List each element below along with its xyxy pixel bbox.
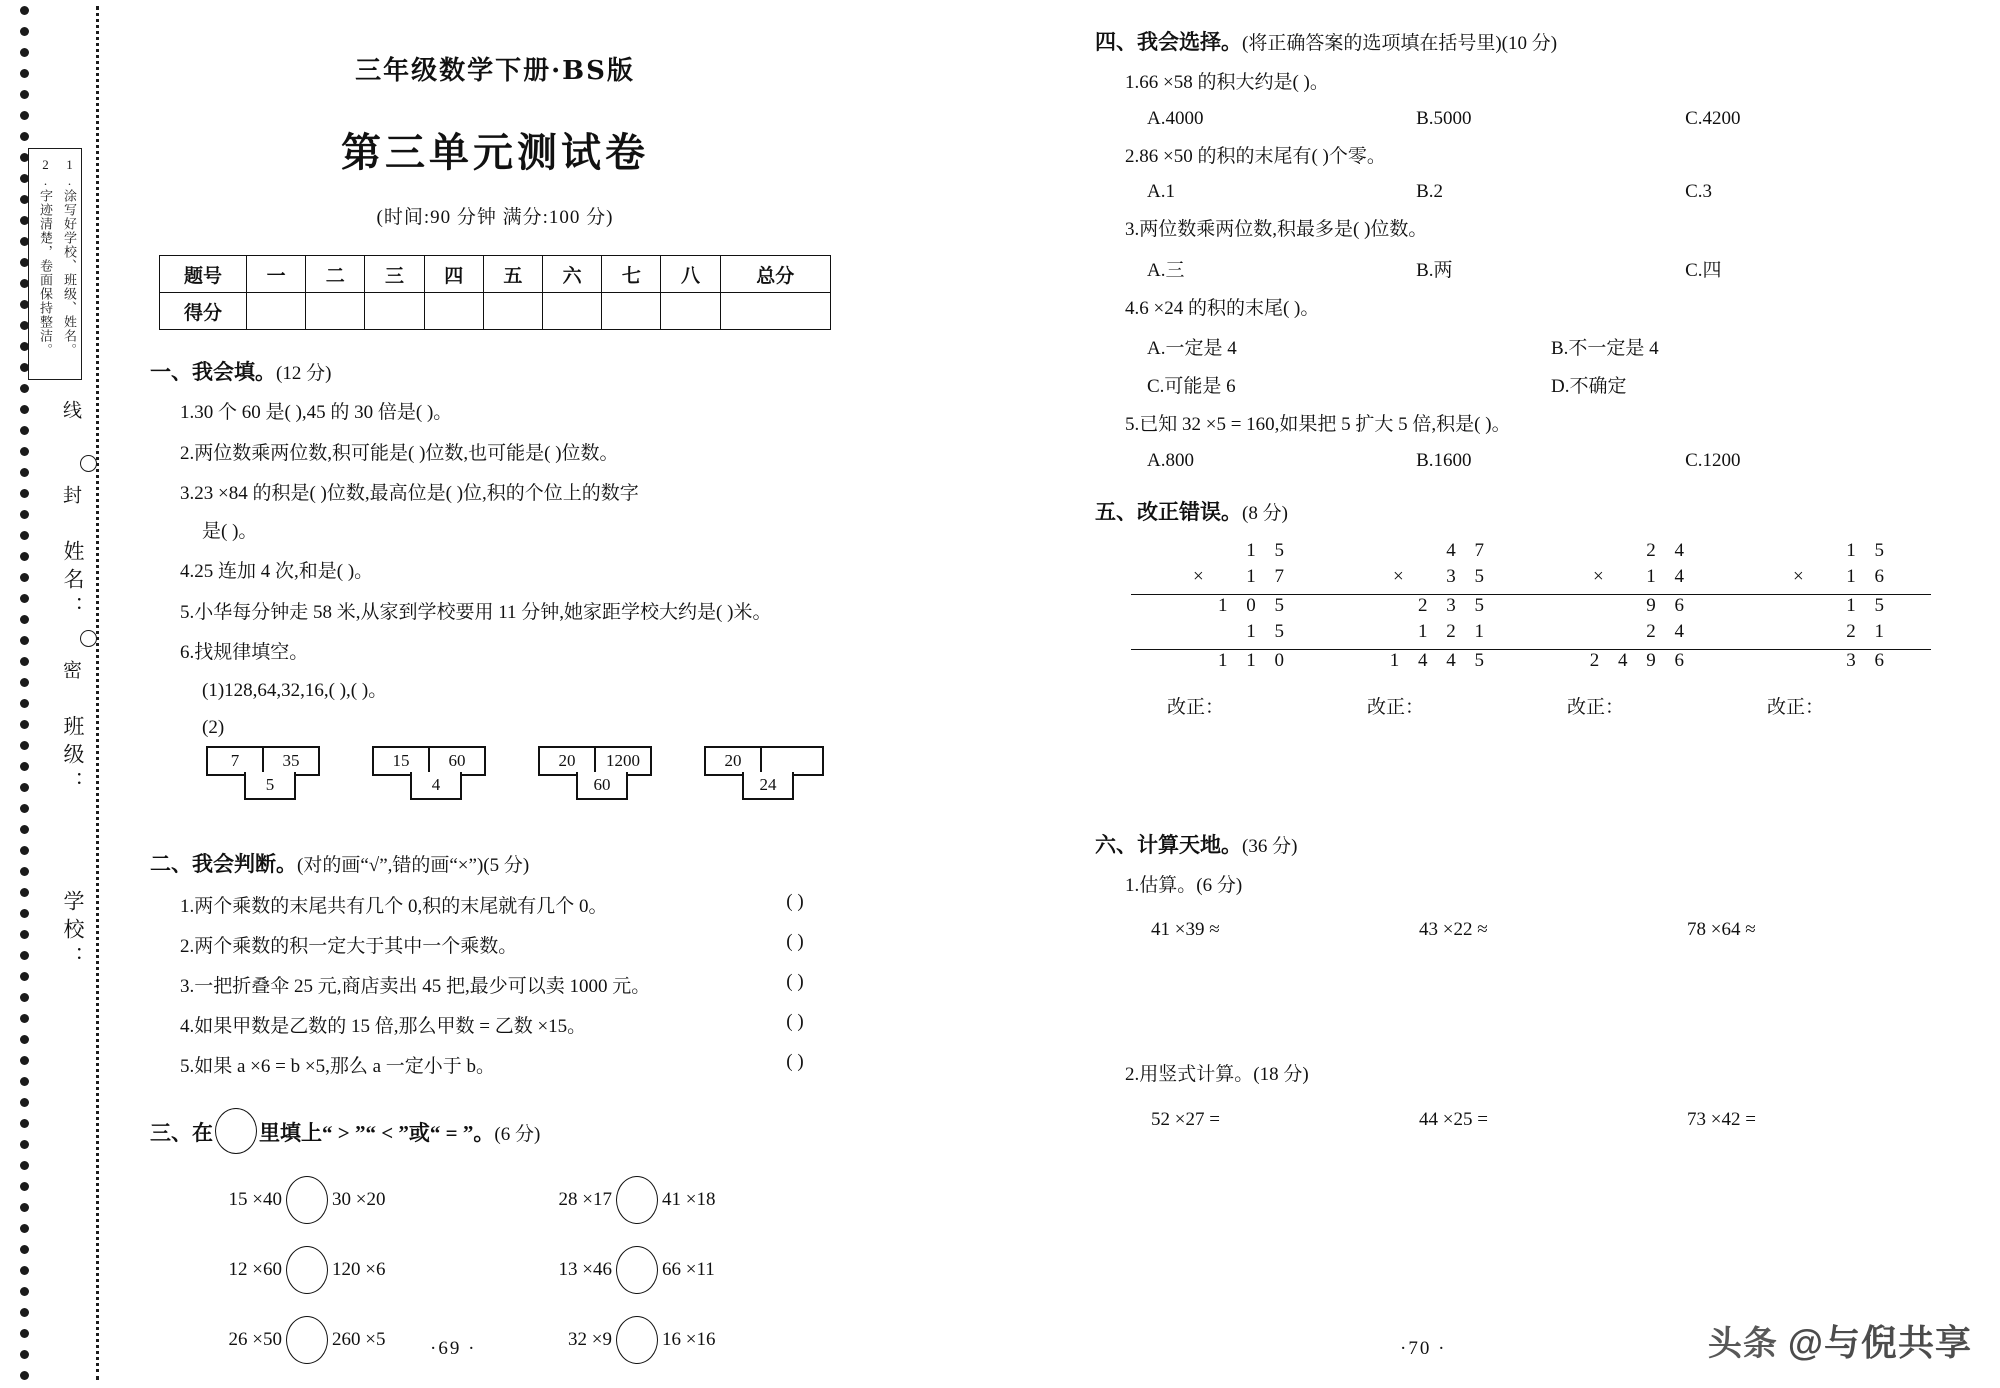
s4-q3-option-b[interactable]: B.两: [1416, 259, 1453, 281]
spiral-hole: [20, 1203, 29, 1212]
vertical-calc-3[interactable]: 73 ×42 =: [1687, 1108, 1756, 1130]
compare-1-right: 30 ×20: [332, 1188, 386, 1210]
spiral-hole: [20, 1371, 29, 1380]
compare-6-right: 16 ×16: [662, 1328, 716, 1350]
score-col-6: 六: [543, 256, 602, 293]
s2-item-3-mark[interactable]: ( ): [786, 970, 804, 992]
spiral-hole: [20, 90, 29, 99]
exam-meta: (时间:90 分钟 满分:100 分): [376, 207, 614, 228]
vertical-calc-2[interactable]: 44 ×25 =: [1419, 1108, 1488, 1130]
compare-1-circle[interactable]: [286, 1176, 328, 1224]
vmul-1-p2: 1 5: [1131, 621, 1331, 650]
spiral-hole: [20, 951, 29, 960]
pattern-box-2: [372, 746, 486, 806]
spiral-hole: [20, 783, 29, 792]
seal-密-label: 密: [60, 660, 81, 685]
score-table: [159, 255, 831, 330]
s4-q4-options-row2: [1095, 371, 1955, 398]
section-6-title: 六、计算天地。: [1095, 832, 1242, 857]
s1-item-6: 6.找规律填空。: [180, 642, 309, 664]
score-col-1: 一: [247, 256, 306, 293]
seal-note-line1: 1.涂写好学校、班级、姓名。: [62, 157, 77, 357]
s4-q3-option-c[interactable]: C.四: [1685, 259, 1722, 281]
score-col-total: 总分: [720, 256, 830, 293]
compare-item-2: [500, 1176, 830, 1224]
compare-6-circle[interactable]: [616, 1316, 658, 1364]
spiral-hole: [20, 1329, 29, 1338]
s4-q2-stem: 2.86 ×50 的积的末尾有( )个零。: [1125, 145, 1386, 167]
s2-item-4-text: 4.如果甲数是乙数的 15 倍,那么甲数 = 乙数 ×15。: [180, 1015, 587, 1037]
compare-2-left: 28 ×17: [558, 1188, 612, 1210]
section-3-title-post: 里填上“ > ”“ < ”或“ = ”。: [259, 1120, 495, 1145]
vmul-4-b: × 1 6: [1731, 566, 1931, 595]
s4-q5-option-b[interactable]: B.1600: [1416, 449, 1472, 471]
section-5-title: 五、改正错误。: [1095, 499, 1242, 524]
spiral-hole: [20, 1035, 29, 1044]
score-col-7: 七: [602, 256, 661, 293]
s4-q1-options: [1095, 108, 1955, 130]
vmul-1-sum: 1 1 0: [1218, 649, 1291, 671]
vmul-3-fix-label[interactable]: 改正：: [1567, 696, 1625, 718]
vmul-problem-4: [1731, 540, 1931, 719]
page-number-left: ·69 ·: [430, 1338, 477, 1359]
spiral-hole: [20, 636, 29, 645]
exam-instructions-box: [28, 148, 82, 380]
score-cell-3[interactable]: [365, 293, 424, 330]
score-row2-label: 得分: [160, 293, 247, 330]
spiral-hole: [20, 1056, 29, 1065]
subject-line: 三年级数学下册·BS版: [355, 56, 635, 86]
compare-row-1: [170, 1176, 840, 1224]
vmul-1-p1: 1 0 5: [1218, 594, 1291, 616]
spiral-hole: [20, 1350, 29, 1359]
s4-q4-option-a[interactable]: A.一定是 4: [1147, 338, 1237, 360]
spiral-hole: [20, 510, 29, 519]
spiral-hole: [20, 594, 29, 603]
compare-3-left: 12 ×60: [228, 1258, 282, 1280]
s4-q1-stem: 1.66 ×58 的积大约是( )。: [1125, 72, 1329, 93]
section-6-heading: [1095, 829, 1955, 859]
s1-item-6-2-label: (2): [202, 717, 225, 739]
spiral-hole: [20, 678, 29, 687]
dashed-divider-left: [96, 6, 99, 1380]
compare-grid: [150, 1176, 840, 1364]
spiral-hole: [20, 405, 29, 414]
pattern-2-right: 60: [448, 750, 466, 770]
s1-item-4: 4.25 连加 4 次,和是( )。: [180, 561, 374, 583]
vmul-2-sum: 1 4 4 5: [1389, 649, 1491, 671]
spiral-hole: [20, 930, 29, 939]
vmul-problem-1: [1131, 540, 1331, 719]
pattern-box-1: [206, 746, 320, 806]
spiral-hole: [20, 1308, 29, 1317]
seal-note-line2: 2.字迹清楚，卷面保持整洁。: [38, 157, 53, 357]
compare-item-6: [500, 1316, 830, 1364]
s4-q3-stem: 3.两位数乘两位数,积最多是( )位数。: [1125, 219, 1428, 241]
pattern-box-row: [150, 746, 840, 806]
section-4-title: 四、我会选择。: [1095, 30, 1242, 54]
compare-2-circle[interactable]: [616, 1176, 658, 1224]
score-cell-total[interactable]: [720, 293, 830, 330]
s4-q1-option-b[interactable]: B.5000: [1416, 107, 1472, 129]
vmul-4-fix-label[interactable]: 改正：: [1767, 696, 1825, 718]
s6-sub2-points: (18 分): [1253, 1064, 1309, 1086]
spiral-hole: [20, 825, 29, 834]
spiral-hole: [20, 468, 29, 477]
s4-q3-options: [1095, 255, 1955, 282]
vmul-3-p2: 2 4: [1531, 621, 1731, 650]
score-cell-1[interactable]: [247, 293, 306, 330]
spiral-hole: [20, 1077, 29, 1086]
section-1-heading: [150, 356, 840, 386]
spiral-hole: [20, 6, 29, 15]
section-5-heading: [1095, 496, 1955, 526]
pattern-1-right: 35: [282, 750, 300, 770]
spiral-hole: [20, 615, 29, 624]
s1-item-6-1: (1)128,64,32,16,( ),( )。: [202, 679, 388, 701]
vmul-3-sum: 2 4 9 6: [1589, 649, 1691, 671]
compare-4-left: 13 ×46: [558, 1258, 612, 1280]
score-cell-8[interactable]: [661, 293, 720, 330]
vmul-4-p1: 1 5: [1846, 594, 1891, 616]
vmul-4-sum: 3 6: [1846, 649, 1891, 671]
pattern-3-bottom: 60: [576, 772, 628, 800]
vmul-4-p2: 2 1: [1731, 621, 1931, 650]
vmul-2-b: × 3 5: [1331, 566, 1531, 595]
spiral-hole: [20, 48, 29, 57]
s4-q4-options-row1: [1095, 333, 1955, 360]
seal-class-label: 班级：: [61, 715, 85, 799]
vertical-calc-row: [1095, 1109, 1955, 1131]
page-number-right: ·70 ·: [1400, 1338, 1447, 1359]
compare-1-left: 15 ×40: [228, 1188, 282, 1210]
pattern-3-left: 20: [540, 748, 596, 774]
seal-name-label: 姓名：: [61, 540, 85, 624]
vmul-2-p2: 1 2 1: [1331, 621, 1531, 650]
spiral-hole: [20, 573, 29, 582]
vmul-4-a: 1 5: [1846, 539, 1891, 561]
section-2-title: 二、我会判断。: [150, 851, 297, 876]
spiral-hole: [20, 426, 29, 435]
spiral-hole: [20, 1119, 29, 1128]
pattern-4-left: 20: [706, 748, 762, 774]
compare-circle-icon: [215, 1108, 257, 1154]
s2-item-2-text: 2.两个乘数的积一定大于其中一个乘数。: [180, 935, 518, 957]
vertical-calc-1[interactable]: 52 ×27 =: [1151, 1108, 1220, 1130]
s6-sub1-points: (6 分): [1196, 874, 1243, 896]
seal-line-label: 线: [60, 400, 81, 425]
score-col-8: 八: [661, 256, 720, 293]
s2-item-4-mark[interactable]: ( ): [786, 1010, 804, 1032]
compare-3-circle[interactable]: [286, 1246, 328, 1294]
spiral-hole: [20, 699, 29, 708]
s1-item-1: 1.30 个 60 是( ),45 的 30 倍是( )。: [180, 402, 453, 423]
s2-item-1-mark[interactable]: ( ): [786, 890, 804, 912]
section-3-points: (6 分): [494, 1123, 541, 1145]
compare-6-left: 32 ×9: [568, 1328, 612, 1350]
left-column: [150, 20, 840, 1364]
compare-4-right: 66 ×11: [662, 1258, 715, 1280]
pattern-1-left: 7: [208, 748, 264, 774]
compare-row-3: [170, 1316, 840, 1364]
pattern-4-bottom: 24: [742, 772, 794, 800]
compare-5-circle[interactable]: [286, 1316, 328, 1364]
spiral-hole: [20, 1182, 29, 1191]
s2-item-5-mark[interactable]: ( ): [786, 1050, 804, 1072]
s4-q2-option-b[interactable]: B.2: [1416, 181, 1443, 203]
s4-q5-options: [1095, 450, 1955, 472]
estimate-3[interactable]: 78 ×64 ≈: [1687, 919, 1756, 941]
watermark-badge: 头条: [1707, 1325, 1778, 1363]
spiral-hole: [20, 741, 29, 750]
vmul-2-a: 4 7: [1446, 539, 1491, 561]
spiral-hole: [20, 69, 29, 78]
vmul-1-b: × 1 7: [1131, 566, 1331, 595]
vertical-multiplication-row: [1095, 540, 1955, 719]
compare-item-1: [170, 1176, 500, 1224]
s4-q3-option-a[interactable]: A.三: [1147, 259, 1185, 281]
spiral-hole: [20, 531, 29, 540]
s1-item-3b: 是( )。: [202, 520, 258, 542]
s4-q2-option-c[interactable]: C.3: [1685, 181, 1713, 203]
spiral-hole: [20, 993, 29, 1002]
s2-item-3: [150, 971, 840, 998]
score-cell-5[interactable]: [483, 293, 542, 330]
section-4-instruction: (将正确答案的选项填在括号里)(10 分): [1242, 33, 1558, 54]
s2-item-4: [150, 1011, 840, 1038]
s1-item-2: 2.两位数乘两位数,积可能是( )位数,也可能是( )位数。: [180, 442, 619, 464]
s4-q4-stem: 4.6 ×24 的积的末尾( )。: [1125, 297, 1320, 319]
pattern-3-right: 1200: [606, 750, 640, 770]
spiral-hole: [20, 384, 29, 393]
s4-q5-option-a[interactable]: A.800: [1147, 449, 1194, 471]
section-2-heading: [150, 848, 840, 878]
score-row-label: 题号: [160, 256, 247, 293]
spiral-hole: [20, 867, 29, 876]
estimate-2[interactable]: 43 ×22 ≈: [1419, 919, 1488, 941]
s2-item-5: [150, 1051, 840, 1078]
compare-2-right: 41 ×18: [662, 1188, 716, 1210]
compare-4-circle[interactable]: [616, 1246, 658, 1294]
score-cell-7[interactable]: [602, 293, 661, 330]
seal-circle-2: [80, 630, 97, 647]
pattern-box-4: [704, 746, 824, 806]
s6-sub1: [1095, 872, 1955, 900]
score-col-5: 五: [483, 256, 542, 293]
vmul-problem-2: [1331, 540, 1531, 719]
s6-sub2: [1095, 1061, 1955, 1089]
section-5-points: (8 分): [1242, 502, 1288, 524]
s2-item-3-text: 3.一把折叠伞 25 元,商店卖出 45 把,最少可以卖 1000 元。: [180, 975, 651, 997]
vmul-3-a: 2 4: [1646, 539, 1691, 561]
s4-q4-option-d[interactable]: D.不确定: [1551, 376, 1627, 398]
s6-sub2-label: 2.用竖式计算。: [1125, 1064, 1254, 1086]
spiral-hole: [20, 1014, 29, 1023]
vmul-2-p1: 2 3 5: [1418, 594, 1491, 616]
pattern-1-bottom: 5: [244, 772, 296, 800]
s1-item-5: 5.小华每分钟走 58 米,从家到学校要用 11 分钟,她家距学校大约是( )米。: [180, 601, 772, 623]
spiral-hole: [20, 972, 29, 981]
compare-3-right: 120 ×6: [332, 1258, 386, 1280]
s2-item-1: [150, 891, 840, 918]
spiral-hole: [20, 1140, 29, 1149]
vmul-3-b: × 1 4: [1531, 566, 1731, 595]
spiral-hole: [20, 720, 29, 729]
section-3-title-pre: 三、在: [150, 1120, 213, 1145]
seal-circle-1: [80, 455, 97, 472]
table-row-scores: [160, 293, 831, 330]
spiral-hole: [20, 1266, 29, 1275]
spiral-hole: [20, 1287, 29, 1296]
spiral-hole: [20, 111, 29, 120]
watermark: [1708, 1315, 1972, 1366]
score-cell-2[interactable]: [306, 293, 365, 330]
pattern-2-bottom: 4: [410, 772, 462, 800]
s4-q2-option-a[interactable]: A.1: [1147, 181, 1175, 203]
spiral-hole: [20, 1245, 29, 1254]
compare-5-right: 260 ×5: [332, 1328, 386, 1350]
score-cell-6[interactable]: [543, 293, 602, 330]
s4-q4-option-b[interactable]: B.不一定是 4: [1551, 338, 1659, 360]
section-1-points: (12 分): [276, 363, 332, 384]
spiral-hole: [20, 1224, 29, 1233]
spiral-hole: [20, 1098, 29, 1107]
seal-封-label: 封: [60, 485, 81, 510]
vmul-3-p1: 9 6: [1646, 594, 1691, 616]
pattern-2-left: 15: [374, 748, 430, 774]
spiral-hole: [20, 762, 29, 771]
spiral-hole: [20, 132, 29, 141]
spiral-hole: [20, 27, 29, 36]
compare-5-left: 26 ×50: [228, 1328, 282, 1350]
score-col-3: 三: [365, 256, 424, 293]
compare-row-2: [170, 1246, 840, 1294]
s4-q1-option-c[interactable]: C.4200: [1685, 107, 1741, 129]
section-6-points: (36 分): [1242, 835, 1298, 857]
pattern-4-right-blank[interactable]: [762, 748, 822, 774]
spiral-hole: [20, 909, 29, 918]
s2-item-1-text: 1.两个乘数的末尾共有几个 0,积的末尾就有几个 0。: [180, 895, 608, 917]
section-3-heading: [150, 1108, 840, 1154]
s4-q1-option-a[interactable]: A.4000: [1147, 107, 1204, 129]
score-col-2: 二: [306, 256, 365, 293]
right-column: [1095, 20, 1955, 1131]
estimate-row: [1095, 919, 1955, 941]
compare-item-3: [170, 1246, 500, 1294]
spiral-hole: [20, 447, 29, 456]
spiral-hole: [20, 888, 29, 897]
vmul-problem-3: [1531, 540, 1731, 719]
s1-item-3: 3.23 ×84 的积是( )位数,最高位是( )位,积的个位上的数字: [180, 483, 639, 505]
spiral-hole: [20, 1161, 29, 1170]
vmul-1-a: 1 5: [1246, 539, 1291, 561]
s2-item-2-mark[interactable]: ( ): [786, 930, 804, 952]
table-row-header: [160, 256, 831, 293]
watermark-text: @与倪共享: [1787, 1322, 1972, 1363]
score-col-4: 四: [424, 256, 483, 293]
s4-q4-option-c[interactable]: C.可能是 6: [1147, 376, 1236, 398]
section-4-heading: [1095, 26, 1955, 56]
vmul-2-fix-label[interactable]: 改正：: [1367, 696, 1425, 718]
spiral-hole: [20, 657, 29, 666]
spiral-hole: [20, 804, 29, 813]
s6-sub1-label: 1.估算。: [1125, 874, 1197, 896]
pattern-box-3: [538, 746, 652, 806]
spiral-hole: [20, 489, 29, 498]
s2-item-5-text: 5.如果 a ×6 = b ×5,那么 a 一定小于 b。: [180, 1055, 496, 1077]
page-title: 第三单元测试卷: [341, 129, 649, 176]
s4-q5-option-c[interactable]: C.1200: [1685, 449, 1741, 471]
spiral-hole: [20, 846, 29, 855]
spiral-hole: [20, 552, 29, 561]
section-2-instruction: (对的画“√”,错的画“×”)(5 分): [297, 854, 530, 876]
score-cell-4[interactable]: [424, 293, 483, 330]
vmul-1-fix-label[interactable]: 改正：: [1167, 696, 1225, 718]
section-1-title: 一、我会填。: [150, 360, 276, 384]
seal-school-label: 学校：: [61, 890, 85, 974]
compare-item-4: [500, 1246, 830, 1294]
estimate-1[interactable]: 41 ×39 ≈: [1151, 919, 1220, 941]
s4-q5-stem: 5.已知 32 ×5 = 160,如果把 5 扩大 5 倍,积是( )。: [1125, 414, 1511, 436]
s2-item-2: [150, 931, 840, 958]
s4-q2-options: [1095, 181, 1955, 203]
